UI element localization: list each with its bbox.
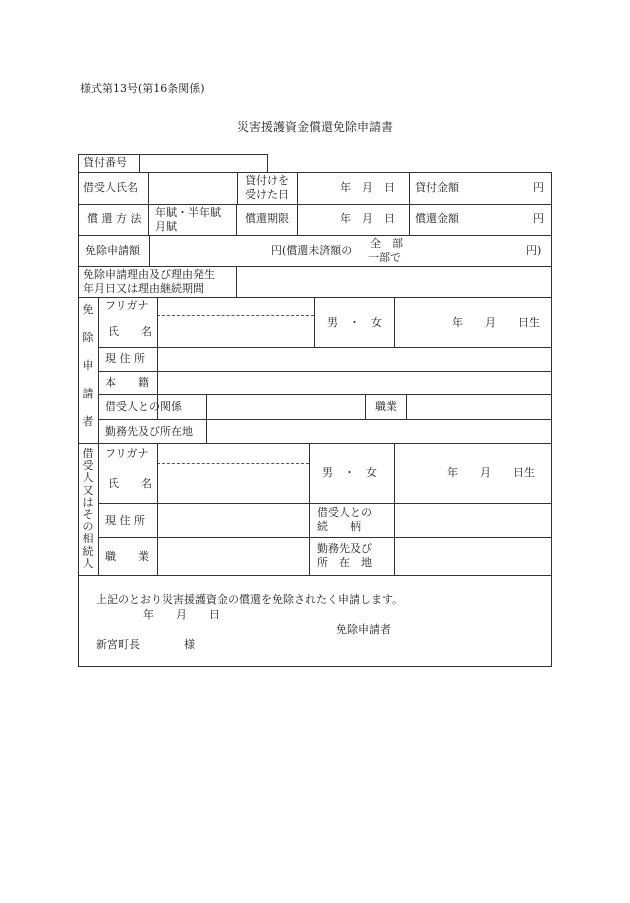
exemption-yen-text: 円(償還未済額の [271, 244, 353, 257]
heir-furigana-label: フリガナ [105, 447, 149, 460]
applicant-relation-label: 借受人との関係 [105, 400, 182, 413]
repaid-amount-label: 償還金額 [415, 212, 459, 225]
repayment-method-value-1: 年賦・半年賦 [155, 206, 221, 219]
repayment-deadline-value: 年 月 日 [340, 212, 395, 225]
heir-relation-label-2: 続 柄 [317, 520, 361, 533]
heir-name-label: 氏 名 [108, 477, 152, 490]
heir-address-label: 現 住 所 [105, 514, 145, 527]
form-number: 様式第13号(第16条関係) [80, 82, 205, 95]
all-label: 全 部 [370, 237, 403, 250]
applicant-occupation-label: 職業 [375, 400, 397, 413]
heir-gender: 男 ・ 女 [322, 466, 377, 479]
applicant-signature-label: 免除申請者 [336, 623, 391, 636]
heir-birth-date: 年 月 日生 [447, 466, 535, 479]
loan-number-label: 貸付番号 [83, 156, 127, 169]
loan-amount-label: 貸付金額 [415, 181, 459, 194]
applicant-birth-date: 年 月 日生 [452, 316, 540, 329]
repayment-method-value-2: 月賦 [155, 220, 177, 233]
partial-label: 一部で [368, 251, 401, 264]
repayment-deadline-label: 償還期限 [245, 212, 289, 225]
applicant-address-label: 現 住 所 [105, 352, 145, 365]
date-loaned-value: 年 月 日 [340, 181, 395, 194]
heir-section-label: 借 受 人 又 は そ の 相 続 人 [82, 447, 94, 570]
application-statement: 上記のとおり災害援護資金の償還を免除されたく申請します。 [96, 593, 404, 606]
heir-workplace-label-1: 勤務先及び [317, 542, 372, 555]
reason-label-2: 年月日又は理由継続期間 [83, 282, 204, 295]
reason-label-1: 免除申請理由及び理由発生 [83, 268, 215, 281]
applicant-section-label: 免 除 申 請 者 [82, 303, 94, 428]
applicant-workplace-label: 勤務先及び所在地 [105, 425, 193, 438]
heir-workplace-label-2: 所 在 地 [317, 556, 372, 569]
applicant-domicile-label: 本 籍 [105, 376, 149, 389]
form-title: 災害援護資金償還免除申請書 [237, 120, 394, 134]
repayment-method-label: 償 還 方 法 [87, 212, 142, 225]
date-loaned-label-1: 貸付けを [245, 174, 289, 187]
exemption-amount-label: 免除申請額 [85, 244, 140, 257]
application-date: 年 月 日 [143, 608, 220, 621]
borrower-name-label: 借受人氏名 [83, 181, 138, 194]
applicant-name-label: 氏 名 [108, 325, 152, 338]
yen-close: 円) [526, 244, 542, 257]
date-loaned-label-2: 受けた日 [245, 188, 289, 201]
heir-occupation-label: 職 業 [105, 550, 149, 563]
repaid-amount-yen: 円 [533, 212, 544, 225]
applicant-furigana-label: フリガナ [105, 299, 149, 312]
heir-relation-label-1: 借受人との [317, 506, 372, 519]
addressee: 新宮町長 様 [96, 638, 195, 651]
loan-amount-yen: 円 [533, 181, 544, 194]
applicant-gender: 男 ・ 女 [327, 316, 382, 329]
